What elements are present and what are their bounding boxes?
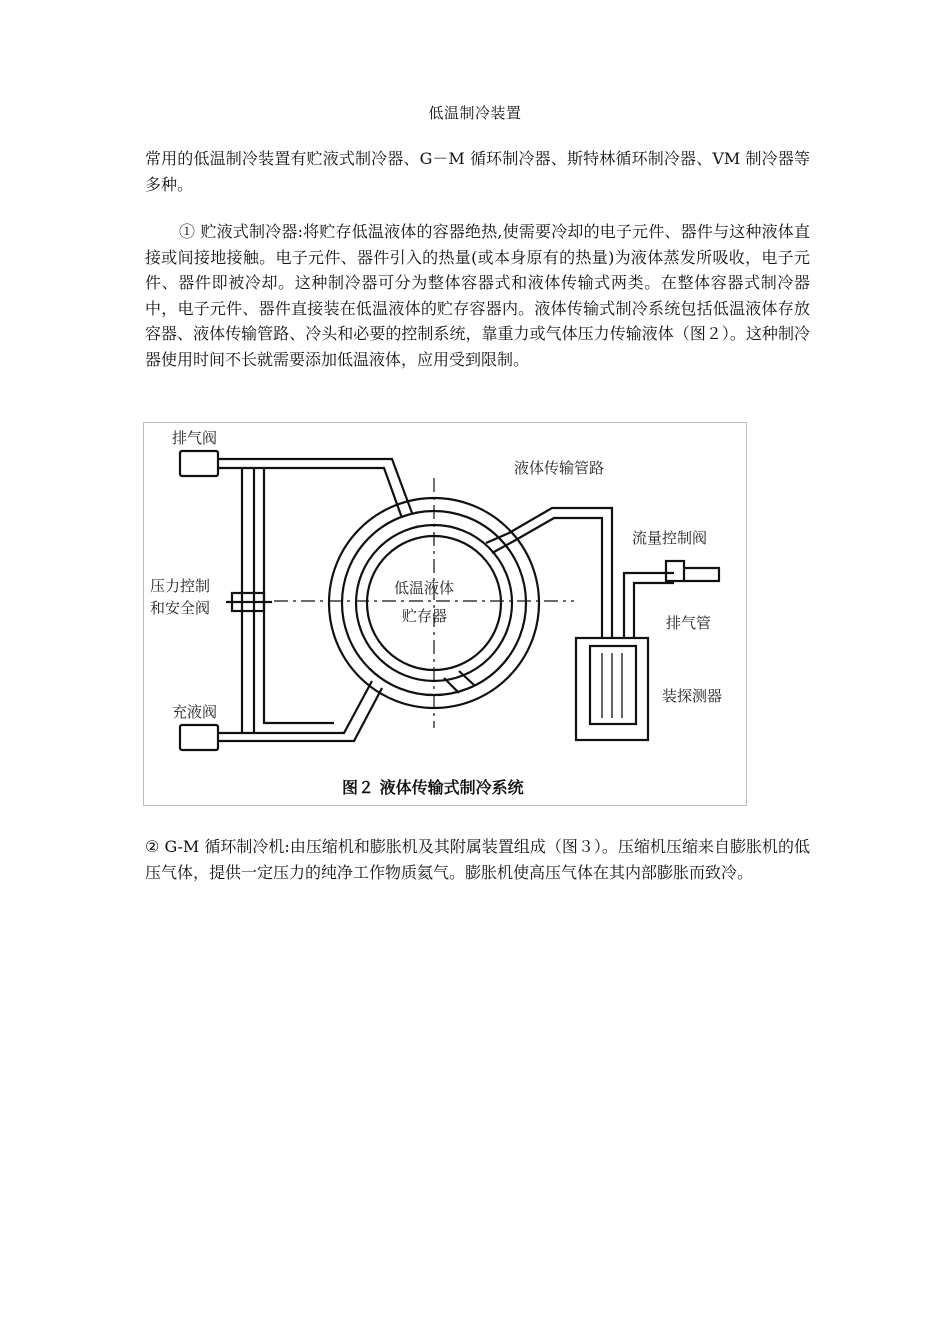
label-transfer-line: 液体传输管路 xyxy=(514,459,605,477)
figure-liquid-transfer-system xyxy=(143,422,747,806)
exhaust-valve-box xyxy=(180,451,218,476)
intro-paragraph: 常用的低温制冷装置有贮液式制冷器、G－M 循环制冷器、斯特林循环制冷器、VM 制冷器等多种。 xyxy=(145,149,810,194)
figure-caption: 图２ 液体传输式制冷系统 xyxy=(342,778,524,797)
storage-cooler-paragraph: ① 贮液式制冷器:将贮存低温液体的容器绝热,使需要冷却的电子元件、器件与这种液体直接或间接地接触。电子元件、器件引入的热量(或本身原有的热量)为液体蒸发所吸收，电子元件、器件即被冷却。这种制冷器可分为整体容器式和液体传输式两类。在整体容器式制冷器中，电子元件、器件直接装在低温液体的贮存容器内。液体传输式制冷系统包括低温液体存放容器、液体传输管路、冷头和必要的控制系统，靠重力或气体压力传输液体（图２）。这种制冷器使用时间不长就需要添加低温液体，应用受到限制。 xyxy=(145,222,810,369)
label-vent-pipe: 排气管 xyxy=(666,614,712,632)
fill-valve-box xyxy=(180,725,218,750)
label-flow-valve: 流量控制阀 xyxy=(632,529,708,547)
flow-control-valve xyxy=(666,561,684,581)
label-pressure-control: 压力控制 xyxy=(150,577,211,595)
label-detector: 装探测器 xyxy=(662,687,723,705)
document-title: 低温制冷装置 xyxy=(428,104,522,122)
gm-cooler-paragraph: ② G-M 循环制冷机:由压缩机和膨胀机及其附属装置组成（图３）。压缩机压缩来自膨胀机的低压气体，提供一定压力的纯净工作物质氦气。膨胀机使高压气体在其内部膨胀而致冷。 xyxy=(145,837,810,882)
label-fill-valve: 充液阀 xyxy=(172,703,218,721)
refrigeration-system-diagram xyxy=(144,423,746,805)
label-safety-valve: 和安全阀 xyxy=(150,599,211,617)
label-dewar-line2: 贮存器 xyxy=(402,607,448,625)
label-dewar-line1: 低温液体 xyxy=(394,579,455,597)
label-exhaust-valve: 排气阀 xyxy=(172,429,218,447)
